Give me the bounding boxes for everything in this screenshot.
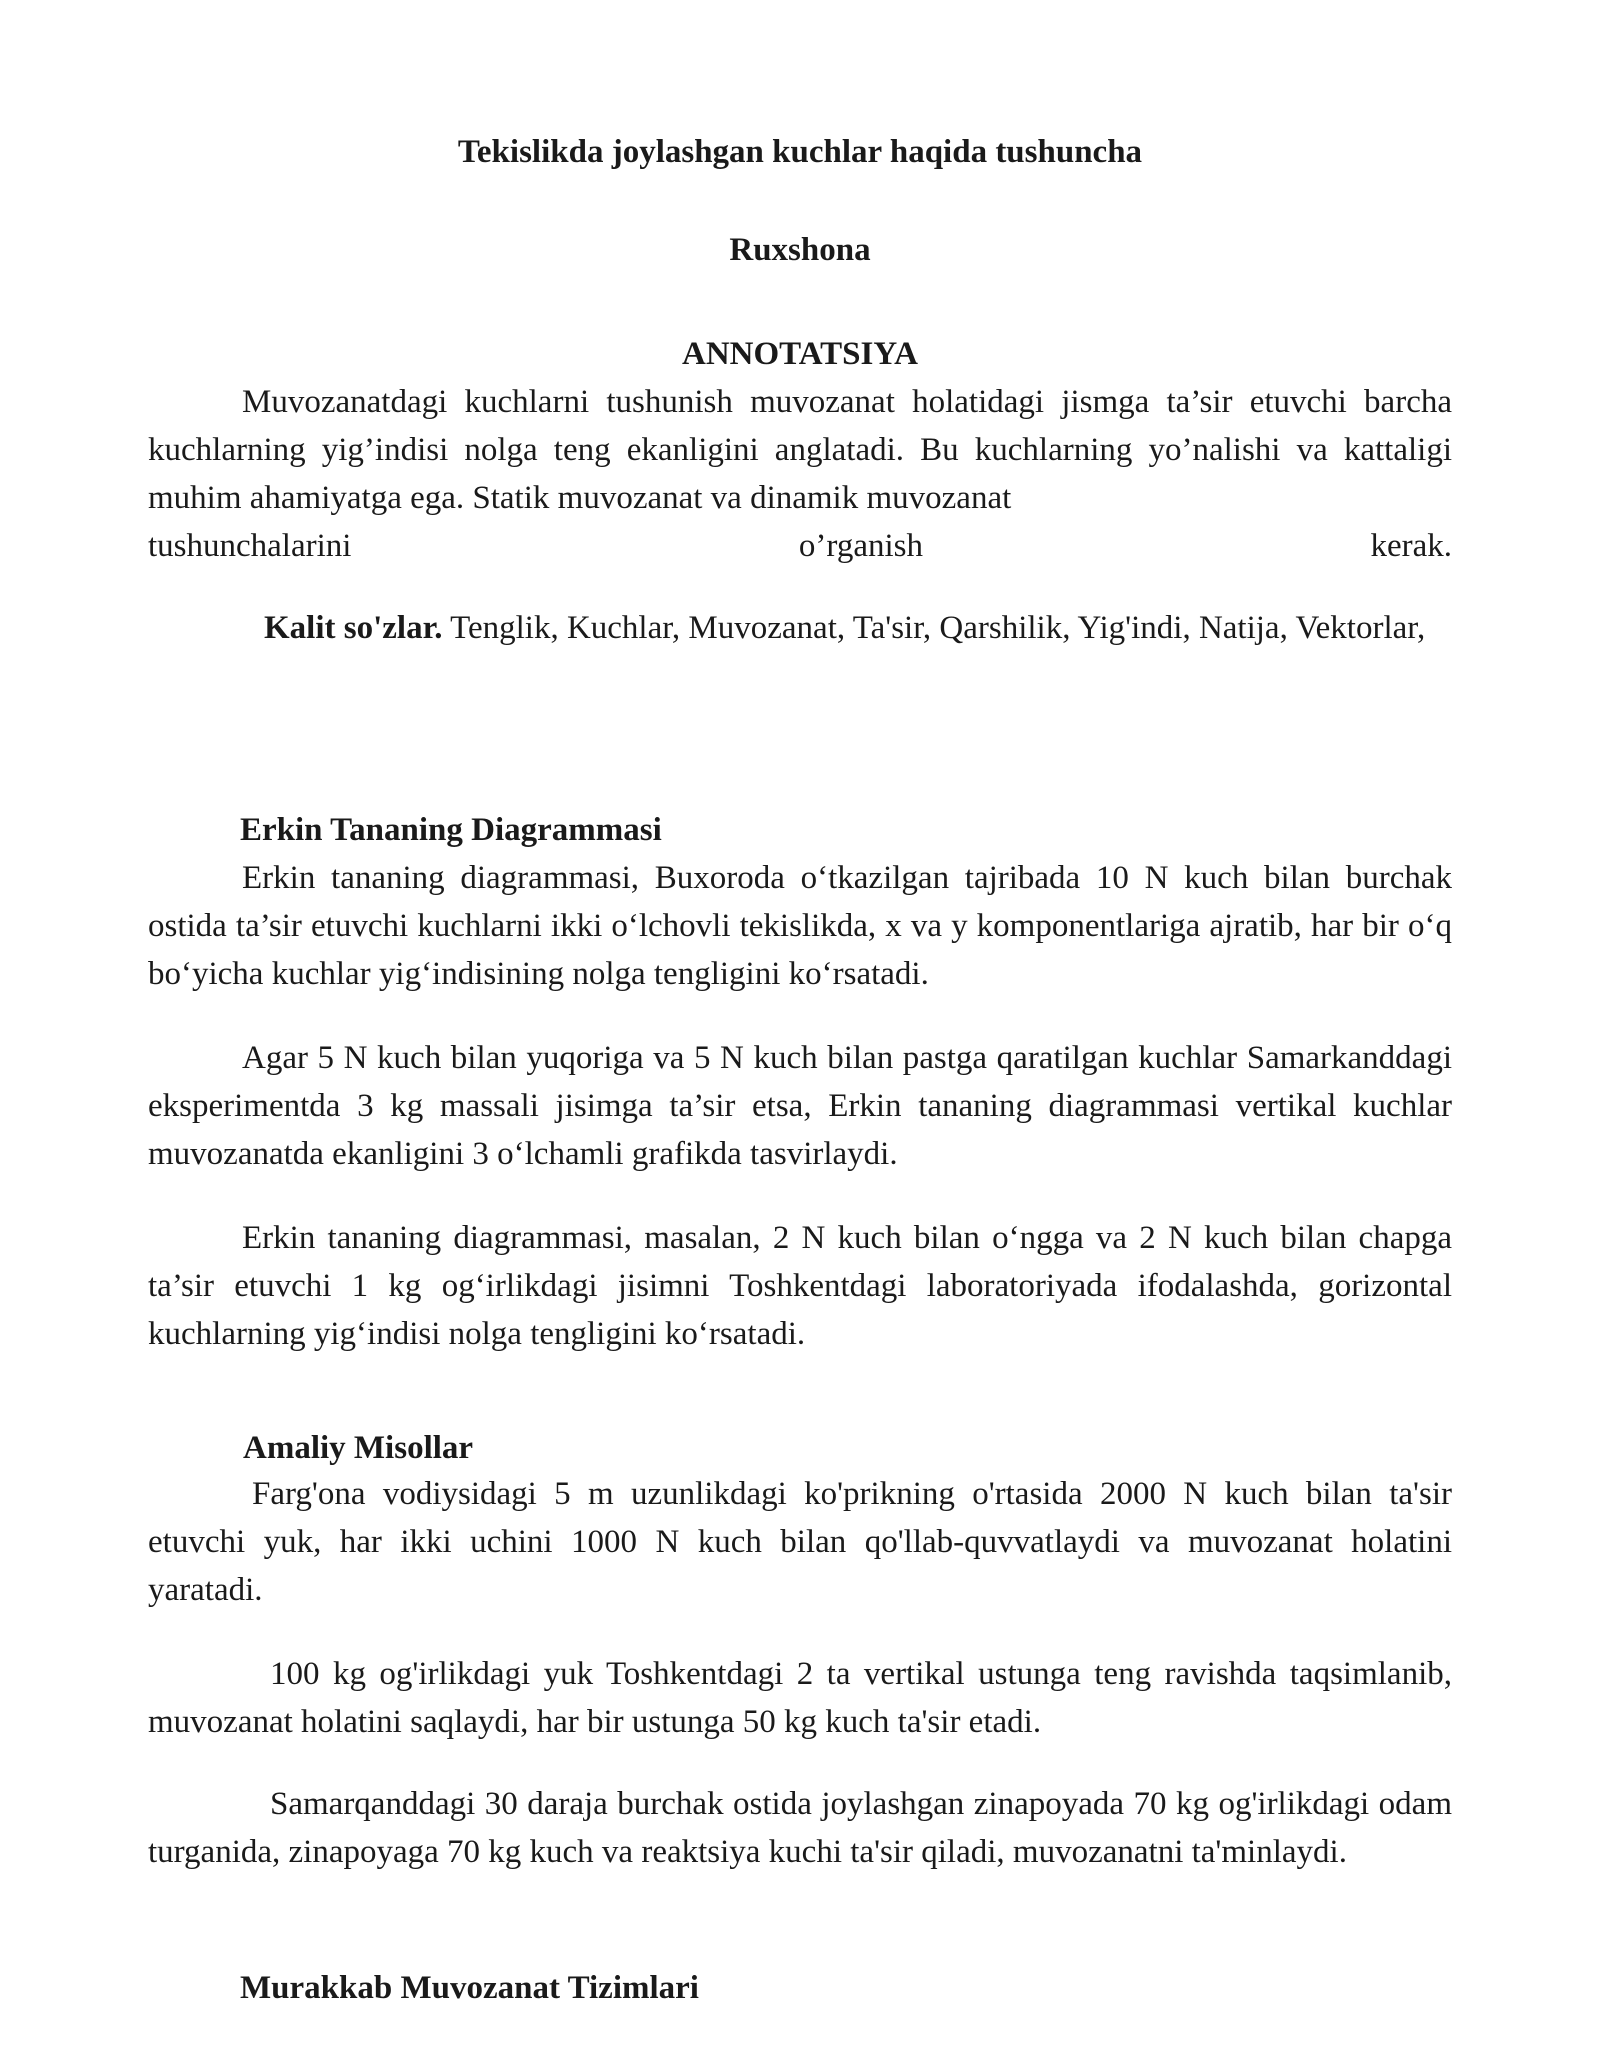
section1-paragraph: Erkin tananing diagrammasi, masalan, 2 N kuch bilan o‘ngga va 2 N kuch bilan chapga ta’sir etuvchi 1 kg og‘irlikdagi jisimni Toshkentdagi laboratoriyada ifodalashda, gorizontal kuchlarning yig‘indisi nolga tengligini ko‘rsatadi. bbox=[148, 1220, 1452, 1352]
keywords-text: Tenglik, Kuchlar, Muvozanat, Ta'sir, Qarshilik, Yig'indi, Natija, Vektorlar, bbox=[450, 610, 1426, 646]
section1-paragraph: Erkin tananing diagrammasi, Buxoroda o‘tkazilgan tajribada 10 N kuch bilan burchak ostida ta’sir etuvchi kuchlarni ikki o‘lchovli tekislikda, x va y komponentlariga ajratib, har bir o‘q bo‘yicha kuchlar yig‘indisining nolga tengligini ko‘rsatadi. bbox=[148, 860, 1452, 992]
section-heading-murakkab: Murakkab Muvozanat Tizimlari bbox=[240, 1970, 699, 2006]
document-title: Tekislikda joylashgan kuchlar haqida tushuncha bbox=[457, 134, 1143, 170]
section-heading-erkin-tana: Erkin Tananing Diagrammasi bbox=[240, 812, 662, 848]
section-heading-amaliy-misollar: Amaliy Misollar bbox=[243, 1430, 474, 1466]
section2-paragraph: Samarqanddagi 30 daraja burchak ostida joylashgan zinapoyada 70 kg og'irlikdagi odam turganida, zinapoyaga 70 kg kuch va reaktsiya kuchi ta'sir qiladi, muvozanatni ta'minlaydi. bbox=[148, 1786, 1452, 1870]
annotation-heading: ANNOTATSIYA bbox=[682, 336, 918, 372]
author-name: Ruxshona bbox=[729, 232, 871, 268]
section2-paragraph: 100 kg og'irlikdagi yuk Toshkentdagi 2 ta vertikal ustunga teng ravishda taqsimlanib, muvozanat holatini saqlaydi, har bir ustunga 50 kg kuch ta'sir etadi. bbox=[148, 1656, 1452, 1740]
section1-paragraph: Agar 5 N kuch bilan yuqoriga va 5 N kuch bilan pastga qaratilgan kuchlar Samarkanddagi eksperimentda 3 kg massali jisimga ta’sir etsa, Erkin tananing diagrammasi vertikal kuchlar muvozanatda ekanligini 3 o‘lchamli grafikda tasvirlaydi. bbox=[148, 1040, 1452, 1172]
keywords-paragraph bbox=[148, 604, 1452, 652]
keywords-label: Kalit so'zlar. bbox=[264, 610, 443, 646]
annotation-text-last-line: tushunchalarini o’rganish kerak. bbox=[148, 528, 1452, 564]
section2-paragraph: Farg'ona vodiysidagi 5 m uzunlikdagi ko'prikning o'rtasida 2000 N kuch bilan ta'sir etuvchi yuk, har ikki uchini 1000 N kuch bilan qo'llab-quvvatlaydi va muvozanat holatini yaratadi. bbox=[148, 1476, 1452, 1608]
annotation-text: Muvozanatdagi kuchlarni tushunish muvozanat holatidagi jismga ta’sir etuvchi barcha kuchlarning yig’indisi nolga teng ekanligini anglatadi. Bu kuchlarning yo’nalishi va kattaligi muhim ahamiyatga ega. Statik muvozanat va dinamik muvozanat bbox=[148, 384, 1452, 516]
